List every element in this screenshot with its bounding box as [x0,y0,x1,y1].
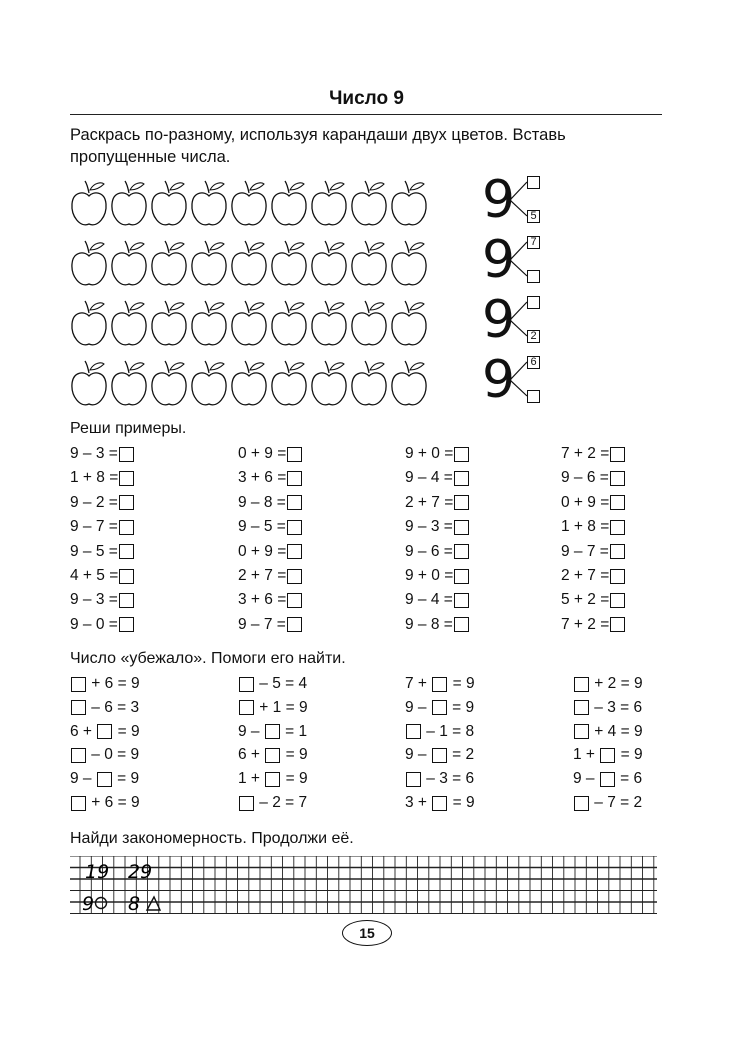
answer-box[interactable] [287,520,302,535]
apple-row [70,236,428,290]
answer-box[interactable] [454,544,469,559]
answer-box[interactable] [610,569,625,584]
example [238,591,303,609]
answer-box[interactable] [610,520,625,535]
equation-left: 6 + [70,722,97,740]
answer-box[interactable] [287,471,302,486]
pattern-grid [70,856,657,915]
example-text: 7 + 2 = [561,445,610,462]
example-text: 2 + 7 = [238,567,287,584]
answer-box[interactable] [454,593,469,608]
apple-icon[interactable] [390,356,428,410]
missing-box[interactable] [406,724,421,739]
apple-icon[interactable] [230,236,268,290]
missing-box[interactable] [574,724,589,739]
apple-row [70,296,428,350]
example [561,445,626,463]
apple-icon[interactable] [310,296,348,350]
equation-right: = 1 [280,722,308,740]
answer-box[interactable] [454,569,469,584]
missing-equation [70,770,139,788]
example [561,469,626,487]
split-bottom-box[interactable]: 5 [527,210,540,223]
example [405,469,470,487]
number-split [482,172,562,228]
example [405,591,470,609]
apple-icon[interactable] [230,176,268,230]
example-text: 9 – 8 = [405,615,453,633]
split-top-box[interactable] [527,176,540,189]
answer-box[interactable] [119,569,134,584]
example-text: 9 + 0 = [405,445,454,462]
equation-left: 9 – [573,770,599,788]
answer-box[interactable] [610,593,625,608]
apple-icon[interactable] [110,176,148,230]
answer-box[interactable] [287,447,302,462]
missing-equation [238,746,308,764]
equation-right: – 6 = 3 [87,698,140,716]
missing-box[interactable] [406,772,421,787]
instruction-coloring-cont: пропущенные числа. [70,148,231,166]
example [70,543,135,561]
example-text: 9 – 3 = [70,591,118,609]
missing-box[interactable] [71,748,86,763]
example-text: 0 + 9 = [238,542,287,560]
example-text: 9 – 6 = [405,542,453,560]
split-number: 9 [482,170,516,230]
missing-box[interactable] [97,724,112,739]
missing-equation [70,675,140,693]
answer-box[interactable] [287,495,302,510]
example [561,616,626,634]
page-number: 15 [342,920,392,946]
split-bottom-box[interactable] [527,390,540,403]
missing-equation [238,794,307,812]
example [70,494,135,512]
answer-box[interactable] [119,447,134,462]
answer-box[interactable] [119,471,134,486]
answer-box[interactable] [610,617,625,632]
equation-right: = 9 [281,770,308,788]
split-top-box[interactable]: 6 [527,356,540,369]
example-text: 7 + 2 = [561,615,610,633]
missing-box[interactable] [71,677,86,692]
split-bottom-box[interactable]: 2 [527,330,540,343]
example-text: 9 – 0 = [70,615,118,633]
answer-box[interactable] [610,471,625,486]
apple-icon[interactable] [150,356,188,410]
apple-icon[interactable] [190,296,228,350]
number-split [482,352,562,408]
equation-right: – 3 = 6 [590,698,643,716]
example [561,543,626,561]
answer-box[interactable] [287,593,302,608]
example [405,567,470,585]
apple-icon[interactable] [230,356,268,410]
missing-equation [405,794,475,812]
apple-icon[interactable] [390,236,428,290]
equation-right: = 9 [447,698,475,716]
answer-box[interactable] [119,544,134,559]
answer-box[interactable] [119,520,134,535]
missing-equation [405,770,474,788]
missing-equation [573,699,642,717]
missing-equation [70,723,140,741]
equation-left: 9 – [405,746,431,764]
equation-right: = 9 [112,770,140,788]
apple-icon[interactable] [270,296,308,350]
missing-equation [405,746,474,764]
missing-box[interactable] [265,772,280,787]
apple-icon[interactable] [270,356,308,410]
equation-left: 7 + [405,675,432,692]
equation-right: + 6 = 9 [87,794,140,811]
answer-box[interactable] [454,520,469,535]
example-text: 9 – 2 = [70,493,118,511]
equation-right: – 5 = 4 [255,675,308,692]
answer-box[interactable] [287,544,302,559]
split-top-box[interactable]: 7 [527,236,540,249]
example [561,494,626,512]
equation-right: – 7 = 2 [590,794,643,811]
answer-box[interactable] [119,617,134,632]
apple-row [70,356,428,410]
example-text: 9 – 5 = [70,542,118,560]
apple-icon[interactable] [110,296,148,350]
example [238,518,303,536]
equation-right: – 2 = 7 [255,794,308,811]
missing-box[interactable] [265,724,280,739]
apple-icon[interactable] [70,356,108,410]
equation-left: 1 + [573,746,600,764]
apple-icon[interactable] [270,236,308,290]
apple-icon[interactable] [150,236,188,290]
apple-icon[interactable] [70,176,108,230]
apple-row [70,176,428,230]
triangle-shape [147,897,160,910]
answer-box[interactable] [287,569,302,584]
number-split [482,292,562,348]
example-text: 9 – 3 = [405,518,453,536]
missing-box[interactable] [432,700,447,715]
example-text: 4 + 5 = [70,567,119,584]
apple-icon[interactable] [190,236,228,290]
example [238,494,303,512]
equation-right: = 2 [447,746,475,764]
answer-box[interactable] [119,495,134,510]
example [238,616,303,634]
example [238,567,303,585]
section-pattern-label: Найди закономерность. Продолжи её. [70,830,354,847]
apple-icon[interactable] [310,236,348,290]
equation-right: = 9 [616,746,643,764]
equation-right: + 2 = 9 [590,675,643,692]
split-number: 9 [482,350,516,410]
apple-icon[interactable] [350,296,388,350]
equation-right: + 4 = 9 [590,722,643,740]
example [405,616,470,634]
apple-icon[interactable] [310,176,348,230]
missing-box[interactable] [239,677,254,692]
apple-icon[interactable] [70,236,108,290]
missing-box[interactable] [71,700,86,715]
equation-right: = 9 [448,794,475,811]
split-number: 9 [482,290,516,350]
missing-equation [238,723,307,741]
missing-equation [238,699,308,717]
missing-equation [238,675,307,693]
missing-box[interactable] [600,772,615,787]
example [405,494,470,512]
example [561,567,626,585]
example-text: 1 + 8 = [561,518,610,536]
example [405,445,470,463]
missing-box[interactable] [239,700,254,715]
equation-right: – 0 = 9 [87,746,140,764]
missing-equation [70,746,139,764]
missing-box[interactable] [432,677,447,692]
split-number: 9 [482,230,516,290]
answer-box[interactable] [454,495,469,510]
missing-equation [405,723,474,741]
missing-box[interactable] [97,772,112,787]
missing-equation [573,794,642,812]
example-text: 9 – 3 = [70,445,118,462]
apple-icon[interactable] [70,296,108,350]
example-text: 9 – 5 = [238,518,286,536]
equation-right: = 9 [113,722,140,740]
example [70,518,135,536]
missing-equation [405,699,474,717]
example [70,567,135,585]
example-text: 3 + 6 = [238,469,287,487]
equation-right: – 3 = 6 [422,770,475,788]
equation-left: 1 + [238,770,265,788]
example-text: 2 + 7 = [405,493,454,511]
example-text: 3 + 6 = [238,591,287,609]
example [238,543,303,561]
example-text: 9 + 0 = [405,567,454,584]
example-text: 5 + 2 = [561,591,610,609]
answer-box[interactable] [454,617,469,632]
missing-box[interactable] [265,748,280,763]
example [238,469,303,487]
example-text: 9 – 7 = [70,518,118,536]
example [70,445,135,463]
example-text: 1 + 8 = [70,469,119,487]
example-text: 0 + 9 = [238,445,287,462]
example [561,591,626,609]
equation-left: 9 – [70,770,96,788]
apple-icon[interactable] [270,176,308,230]
example [405,518,470,536]
equation-left: 9 – [405,698,431,716]
equation-right: – 1 = 8 [422,722,475,740]
answer-box[interactable] [610,495,625,510]
title-underline [70,114,662,115]
missing-box[interactable] [574,700,589,715]
split-bottom-box[interactable] [527,270,540,283]
equation-left: 9 – [238,722,264,740]
missing-box[interactable] [239,796,254,811]
split-top-box[interactable] [527,296,540,309]
example [405,543,470,561]
equation-left: 6 + [238,746,265,764]
section-examples-label: Реши примеры. [70,420,187,437]
example-text: 9 – 4 = [405,469,453,487]
missing-box[interactable] [574,677,589,692]
example-text: 9 – 6 = [561,469,609,487]
missing-equation [70,699,139,717]
missing-box[interactable] [71,796,86,811]
missing-box[interactable] [432,748,447,763]
answer-box[interactable] [454,471,469,486]
apple-icon[interactable] [150,176,188,230]
apple-icon[interactable] [350,356,388,410]
instruction-coloring: Раскрась по-разному, используя карандаши двух цветов. Вставь [70,126,566,144]
apple-icon[interactable] [190,176,228,230]
answer-box[interactable] [610,447,625,462]
missing-equation [573,770,642,788]
answer-box[interactable] [454,447,469,462]
section-missing-label: Число «убежало». Помоги его найти. [70,650,346,667]
example [70,616,135,634]
missing-box[interactable] [432,796,447,811]
example [238,445,303,463]
pattern-number: 19 [85,861,110,883]
apple-icon[interactable] [230,296,268,350]
pattern-number: 9 [82,893,95,915]
apple-icon[interactable] [110,236,148,290]
example-text: 9 – 7 = [561,542,609,560]
missing-box[interactable] [600,748,615,763]
equation-left: 3 + [405,794,432,811]
apple-icon[interactable] [190,356,228,410]
equation-right: = 9 [448,675,475,692]
example-text: 9 – 4 = [405,591,453,609]
missing-equation [405,675,475,693]
missing-equation [573,723,643,741]
pattern-number: 29 [128,861,153,883]
missing-equation [573,675,643,693]
apple-icon[interactable] [110,356,148,410]
apple-icon[interactable] [310,356,348,410]
example-text: 0 + 9 = [561,493,610,511]
pattern-number: 8 [128,893,141,915]
example-text: 9 – 8 = [238,493,286,511]
missing-box[interactable] [574,796,589,811]
apples-grid [70,176,428,416]
apple-icon[interactable] [150,296,188,350]
equation-right: + 1 = 9 [255,698,308,716]
missing-equation [70,794,140,812]
missing-equation [573,746,643,764]
example [70,469,135,487]
equation-right: + 6 = 9 [87,675,140,692]
page-title: Число 9 [329,88,404,109]
example-text: 2 + 7 = [561,567,610,584]
apple-icon[interactable] [350,236,388,290]
number-split [482,232,562,288]
apple-icon[interactable] [390,296,428,350]
answer-box[interactable] [287,617,302,632]
apple-icon[interactable] [350,176,388,230]
circle-shape [96,898,107,909]
example [70,591,135,609]
answer-box[interactable] [610,544,625,559]
apple-icon[interactable] [390,176,428,230]
example [561,518,626,536]
equation-right: = 6 [615,770,643,788]
example-text: 9 – 7 = [238,615,286,633]
answer-box[interactable] [119,593,134,608]
missing-equation [238,770,308,788]
equation-right: = 9 [281,746,308,764]
